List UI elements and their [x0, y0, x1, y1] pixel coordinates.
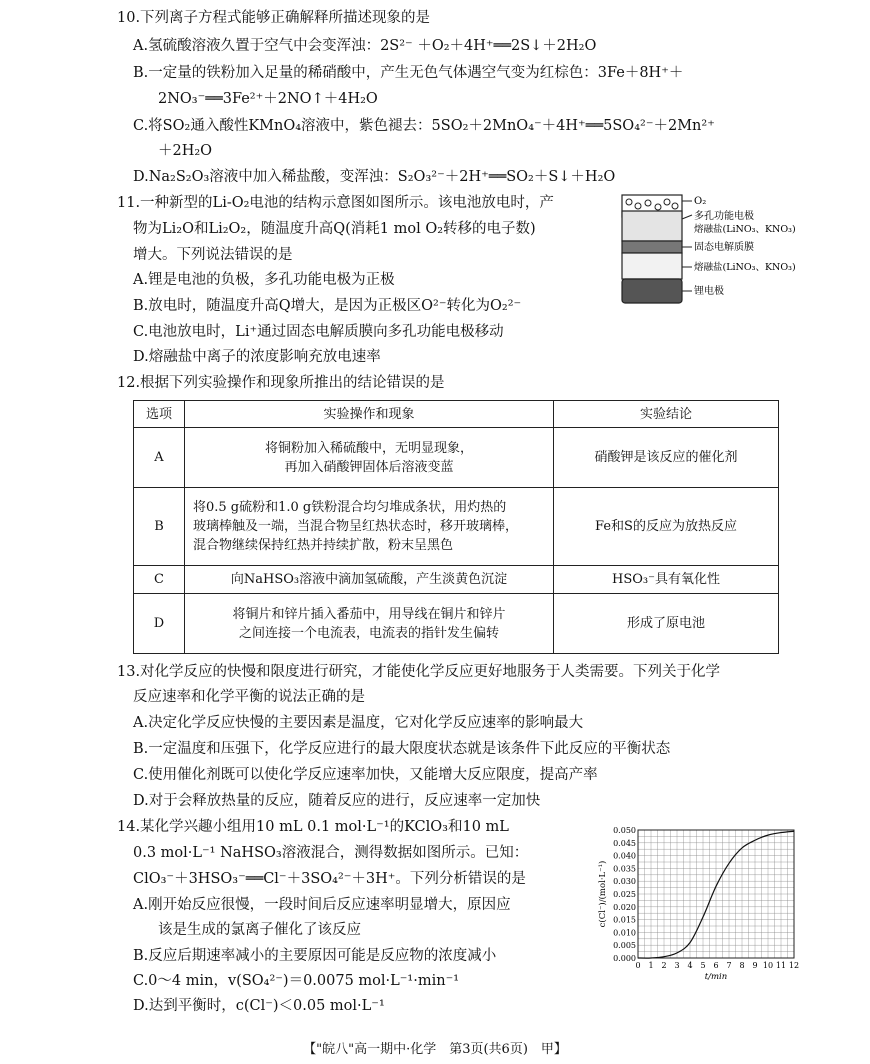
y-tick-label: 0.005: [613, 941, 636, 951]
y-tick-label: 0.000: [613, 954, 636, 963]
q10-stem: 10.下列离子方程式能够正确解释所描述现象的是: [117, 10, 431, 26]
battery-diagram: [620, 193, 820, 308]
q13-option-a: A.决定化学反应快慢的主要因素是温度，它对化学反应速率的影响最大: [133, 715, 584, 731]
q10-option-c-line2: ＋2H₂O: [158, 143, 213, 159]
q13-option-c: C.使用催化剂既可以使化学反应速率加快，又能增大反应限度，提高产率: [133, 767, 598, 783]
x-tick-label: 5: [700, 961, 706, 970]
y-tick-label: 0.020: [613, 902, 636, 912]
q11-stem-line3: 增大。下列说法错误的是: [133, 247, 293, 263]
header-operation: 实验操作和现象: [185, 401, 554, 428]
row-operation: [185, 594, 554, 654]
header-option: 选项: [134, 401, 185, 428]
q13-option-b: B.一定温度和压强下，化学反应进行的最大限度状态就是该条件下此反应的平衡状态: [133, 741, 671, 757]
header-conclusion: 实验结论: [554, 401, 779, 428]
q13-stem-line1: 13.对化学反应的快慢和限度进行研究，才能使化学反应更好地服务于人类需要。下列关于化学: [117, 664, 721, 680]
y-tick-label: 0.035: [613, 864, 636, 874]
operation-line: 之间连接一个电流表，电流表的指针发生偏转: [238, 625, 499, 641]
operation-line: 再加入硝酸钾固体后溶液变蓝: [284, 459, 454, 475]
q14-stem-line3: ClO₃⁻＋3HSO₃⁻══Cl⁻＋3SO₄²⁻＋3H⁺。下列分析错误的是: [133, 871, 526, 887]
row-option: C: [134, 566, 185, 594]
y-tick-label: 0.040: [613, 851, 636, 861]
q14-stem-line1: 14.某化学兴趣小组用10 mL 0.1 mol·L⁻¹的KClO₃和10 mL: [117, 819, 509, 835]
operation-line: 将铜粉加入稀硫酸中，无明显现象，: [264, 440, 473, 456]
table-row: [134, 566, 779, 594]
q14-option-d: D.达到平衡时，c(Cl⁻)＜0.05 mol·L⁻¹: [133, 998, 385, 1014]
table-row: [134, 488, 779, 566]
q13-option-d: D.对于会释放热量的反应，随着反应的进行，反应速率一定加快: [133, 793, 541, 809]
label-porous-electrode: 多孔功能电极: [694, 211, 754, 222]
x-tick-label: 12: [788, 961, 800, 970]
q10-option-a: A.氢硫酸溶液久置于空气中会变浑浊：2S²⁻ ＋O₂＋4H⁺══2S↓＋2H₂O: [133, 38, 597, 54]
molten-salt-layer: [622, 253, 682, 279]
label-lithium-electrode: 锂电极: [694, 286, 724, 297]
experiment-table: [133, 400, 779, 654]
label-membrane: 固态电解质膜: [694, 242, 754, 253]
x-tick-label: 4: [687, 961, 693, 970]
x-tick-label: 3: [674, 961, 680, 970]
x-tick-label: 10: [762, 961, 774, 970]
x-tick-label: 6: [713, 961, 719, 970]
x-tick-label: 0: [635, 961, 641, 970]
operation-line: 混合物继续保持红热并持续扩散，粉末呈黑色: [193, 538, 454, 553]
label-molten-salt-1: 熔融盐(LiNO₃、KNO₃): [694, 224, 796, 235]
row-option: A: [134, 428, 185, 488]
y-tick-label: 0.010: [613, 928, 636, 938]
page-footer: 【"皖八"高一期中·化学 第3页(共6页) 甲】: [303, 1042, 567, 1057]
row-conclusion: 形成了原电池: [554, 594, 779, 654]
porous-electrode-layer: [622, 211, 682, 241]
x-tick-label: 7: [726, 961, 732, 970]
q11-stem-line2: 物为Li₂O和Li₂O₂，随温度升高Q(消耗1 mol O₂转移的电子数): [133, 221, 536, 237]
q11-option-d: D.熔融盐中离子的浓度影响充放电速率: [133, 349, 381, 365]
x-axis-label: t/min: [704, 972, 728, 982]
q13-stem-line2: 反应速率和化学平衡的说法正确的是: [133, 689, 365, 705]
x-tick-label: 2: [661, 961, 667, 970]
q10-option-c-line1: C.将SO₂通入酸性KMnO₄溶液中，紫色褪去：5SO₂＋2MnO₄⁻＋4H⁺══5SO₄²⁻＋2Mn²⁺: [133, 118, 715, 134]
y-tick-label: 0.050: [613, 826, 636, 835]
table-header-row: [134, 401, 779, 428]
row-option: D: [134, 594, 185, 654]
label-o2: O₂: [694, 196, 707, 207]
lithium-electrode-layer: [622, 279, 682, 303]
leader-line: [682, 215, 692, 219]
concentration-chart: [598, 825, 808, 990]
y-tick-label: 0.015: [613, 915, 636, 925]
q10-option-b-line1: B.一定量的铁粉加入足量的稀硝酸中，产生无色气体遇空气变为红棕色：3Fe＋8H⁺＋: [133, 65, 684, 81]
q12-stem: 12.根据下列实验操作和现象所推出的结论错误的是: [117, 375, 445, 391]
row-operation: [185, 428, 554, 488]
y-tick-label: 0.030: [613, 877, 636, 887]
q11-stem-line1: 11.一种新型的Li-O₂电池的结构示意图如图所示。该电池放电时，产: [117, 195, 554, 211]
q14-stem-line2: 0.3 mol·L⁻¹ NaHSO₃溶液混合，测得数据如图所示。已知：: [133, 845, 529, 861]
q14-option-c: C.0～4 min，v(SO₄²⁻)＝0.0075 mol·L⁻¹·min⁻¹: [133, 973, 460, 989]
x-tick-label: 1: [648, 961, 654, 970]
operation-line: 将0.5 g硫粉和1.0 g铁粉混合均匀堆成条状，用灼热的: [193, 500, 507, 515]
row-option: B: [134, 488, 185, 566]
table-row: [134, 428, 779, 488]
table-row: [134, 594, 779, 654]
q11-option-a: A.锂是电池的负极，多孔功能电极为正极: [133, 272, 395, 288]
x-tick-label: 11: [775, 961, 787, 970]
y-tick-label: 0.025: [613, 890, 636, 899]
operation-line: 玻璃棒触及一端，当混合物呈红热状态时，移开玻璃棒，: [193, 519, 519, 534]
y-tick-label: 0.045: [613, 838, 636, 848]
operation-line: 向NaHSO₃溶液中滴加氢硫酸，产生淡黄色沉淀: [230, 572, 508, 587]
row-conclusion: Fe和S的反应为放热反应: [554, 488, 779, 566]
q14-option-a-line2: 该是生成的氯离子催化了该反应: [158, 922, 361, 938]
membrane-layer: [622, 241, 682, 253]
row-operation: [185, 488, 554, 566]
q11-option-c: C.电池放电时，Li⁺通过固态电解质膜向多孔功能电极移动: [133, 324, 504, 340]
row-conclusion: 硝酸钾是该反应的催化剂: [554, 428, 779, 488]
x-tick-label: 9: [752, 961, 758, 970]
row-operation: [185, 566, 554, 594]
q10-option-d: D.Na₂S₂O₃溶液中加入稀盐酸，变浑浊：S₂O₃²⁻＋2H⁺══SO₂＋S↓＋H₂O: [133, 169, 616, 185]
q10-option-b-line2: 2NO₃⁻══3Fe²⁺＋2NO↑＋4H₂O: [158, 91, 378, 107]
q11-option-b: B.放电时，随温度升高Q增大，是因为正极区O²⁻转化为O₂²⁻: [133, 298, 522, 314]
label-molten-salt-2: 熔融盐(LiNO₃、KNO₃): [694, 262, 796, 273]
row-conclusion: HSO₃⁻具有氧化性: [554, 566, 779, 594]
operation-line: 将铜片和锌片插入番茄中，用导线在铜片和锌片: [232, 606, 506, 622]
x-tick-label: 8: [739, 961, 745, 970]
q14-option-a-line1: A.刚开始反应很慢，一段时间后反应速率明显增大，原因应: [133, 897, 511, 913]
y-axis-label: c(Cl⁻)/(mol·L⁻¹): [598, 860, 608, 928]
q14-option-b: B.反应后期速率减小的主要原因可能是反应物的浓度减小: [133, 948, 497, 964]
